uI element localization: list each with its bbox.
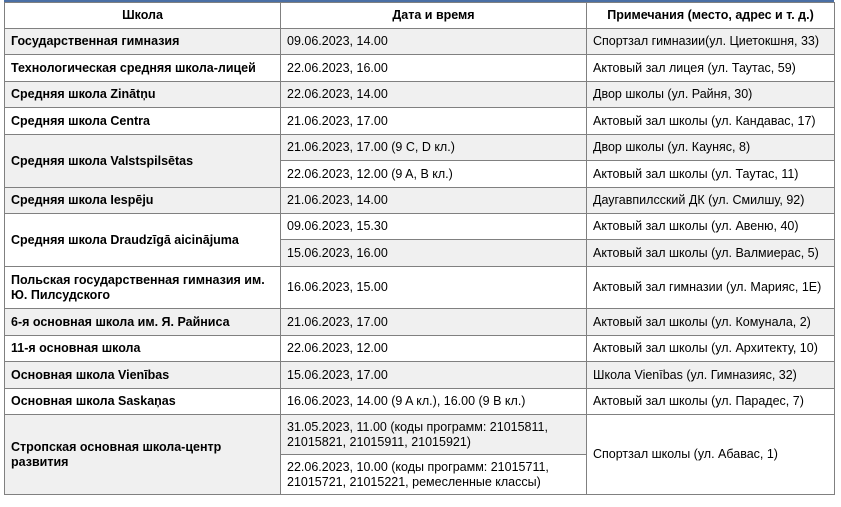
note-cell: Актовый зал школы (ул. Кандавас, 17) <box>587 108 835 135</box>
note-cell: Спортзал гимназии(ул. Циетокшня, 33) <box>587 29 835 55</box>
school-cell: Государственная гимназия <box>5 29 281 55</box>
table-row <box>5 336 835 362</box>
note-cell: Актовый зал лицея (ул. Таутас, 59) <box>587 55 835 82</box>
date-cell: 22.06.2023, 12.00 (9 A, B кл.) <box>281 161 587 188</box>
school-cell: Основная школа Vienības <box>5 362 281 389</box>
date-cell: 16.06.2023, 14.00 (9 A кл.), 16.00 (9 B кл.) <box>281 389 587 415</box>
note-cell: Двор школы (ул. Райня, 30) <box>587 82 835 108</box>
header-school: Школа <box>5 3 281 29</box>
school-cell: Средняя школа Valstspilsētas <box>5 135 281 188</box>
note-cell: Актовый зал школы (ул. Комунала, 2) <box>587 309 835 336</box>
table-row <box>5 188 835 214</box>
school-cell: Средняя школа Zinātņu <box>5 82 281 108</box>
schedule-table <box>4 2 835 495</box>
table-row <box>5 29 835 55</box>
date-cell: 16.06.2023, 15.00 <box>281 267 587 309</box>
date-cell: 22.06.2023, 14.00 <box>281 82 587 108</box>
table-row <box>5 415 835 455</box>
school-cell: Стропская основная школа-центр развития <box>5 415 281 495</box>
school-cell: 11-я основная школа <box>5 336 281 362</box>
note-cell: Даугавпилсский ДК (ул. Смилшу, 92) <box>587 188 835 214</box>
school-cell: Основная школа Saskaņas <box>5 389 281 415</box>
table-row <box>5 108 835 135</box>
note-cell: Актовый зал школы (ул. Валмиерас, 5) <box>587 240 835 267</box>
date-cell: 22.06.2023, 12.00 <box>281 336 587 362</box>
school-cell: 6-я основная школа им. Я. Райниса <box>5 309 281 336</box>
date-cell: 09.06.2023, 14.00 <box>281 29 587 55</box>
date-cell: 22.06.2023, 16.00 <box>281 55 587 82</box>
school-cell: Средняя школа Draudzīgā aicinājuma <box>5 214 281 267</box>
table-row <box>5 309 835 336</box>
table-row <box>5 362 835 389</box>
table-row <box>5 82 835 108</box>
note-cell: Спортзал школы (ул. Абавас, 1) <box>587 415 835 495</box>
date-cell: 21.06.2023, 14.00 <box>281 188 587 214</box>
school-cell: Технологическая средняя школа-лицей <box>5 55 281 82</box>
table-header-row <box>5 3 835 29</box>
table-row <box>5 389 835 415</box>
note-cell: Актовый зал школы (ул. Таутас, 11) <box>587 161 835 188</box>
note-cell: Двор школы (ул. Кауняс, 8) <box>587 135 835 161</box>
date-cell: 22.06.2023, 10.00 (коды программ: 21015711, 21015721, 21015221, ремесленные классы) <box>281 455 587 495</box>
note-cell: Актовый зал школы (ул. Парадес, 7) <box>587 389 835 415</box>
note-cell: Актовый зал школы (ул. Авеню, 40) <box>587 214 835 240</box>
date-cell: 15.06.2023, 16.00 <box>281 240 587 267</box>
date-cell: 21.06.2023, 17.00 <box>281 108 587 135</box>
note-cell: Школа Vienības (ул. Гимназияс, 32) <box>587 362 835 389</box>
table-row <box>5 214 835 240</box>
table-row <box>5 135 835 161</box>
date-cell: 15.06.2023, 17.00 <box>281 362 587 389</box>
school-cell: Средняя школа Centra <box>5 108 281 135</box>
date-cell: 21.06.2023, 17.00 <box>281 309 587 336</box>
date-cell: 21.06.2023, 17.00 (9 C, D кл.) <box>281 135 587 161</box>
school-cell: Средняя школа Iespēju <box>5 188 281 214</box>
note-cell: Актовый зал школы (ул. Архитекту, 10) <box>587 336 835 362</box>
date-cell: 31.05.2023, 11.00 (коды программ: 21015811, 21015821, 21015911, 21015921) <box>281 415 587 455</box>
date-cell: 09.06.2023, 15.30 <box>281 214 587 240</box>
school-cell: Польская государственная гимназия им. Ю. Пилсудского <box>5 267 281 309</box>
note-cell: Актовый зал гимназии (ул. Марияс, 1E) <box>587 267 835 309</box>
table-row <box>5 267 835 309</box>
table-row <box>5 55 835 82</box>
header-datetime: Дата и время <box>281 3 587 29</box>
header-notes: Примечания (место, адрес и т. д.) <box>587 3 835 29</box>
